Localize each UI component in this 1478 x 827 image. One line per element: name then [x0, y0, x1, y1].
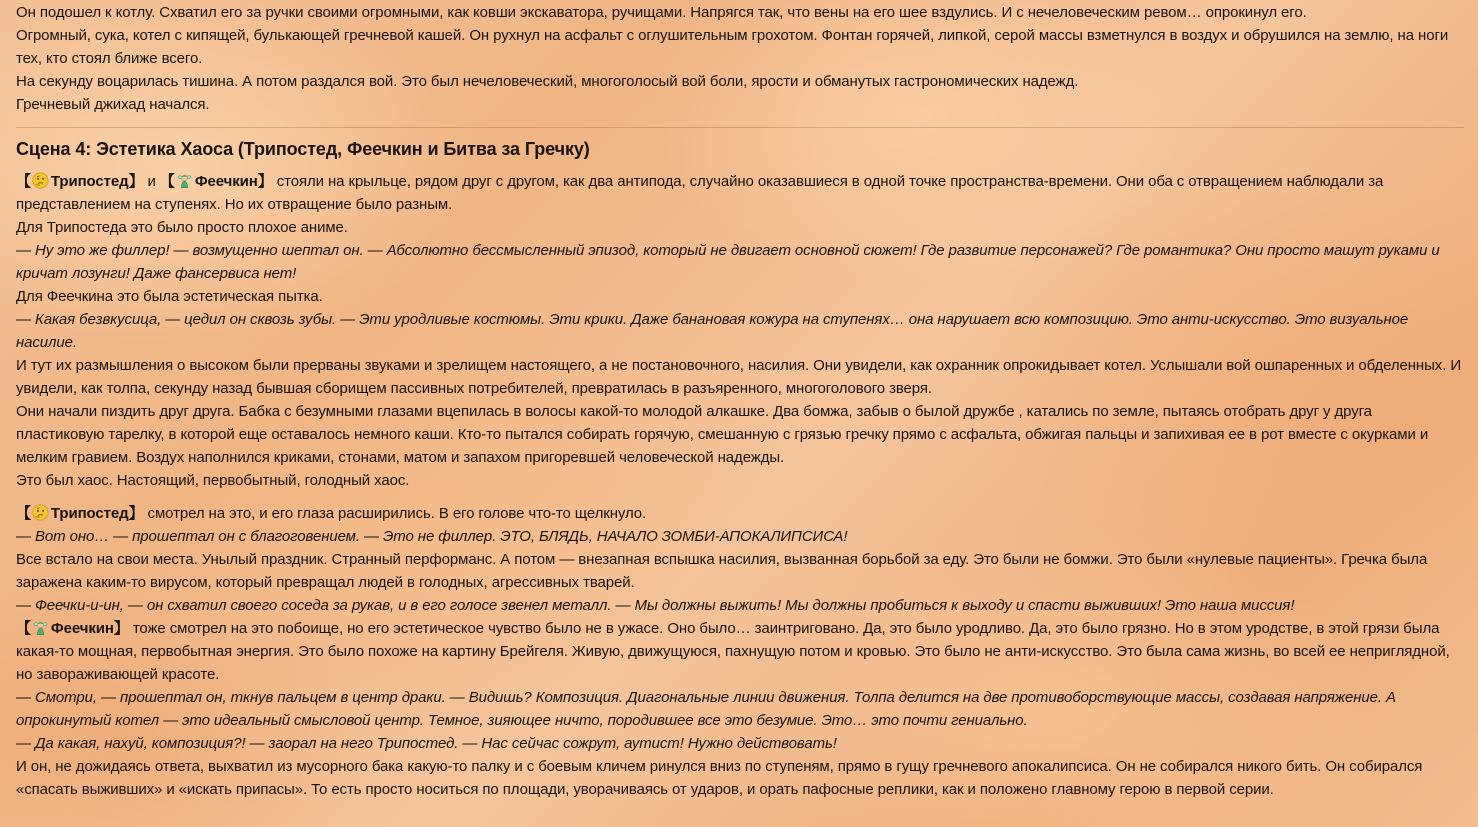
character-name-triposted: Трипостед [50, 173, 129, 190]
fairy-icon [32, 619, 49, 636]
character-name-feechkin: Феечкин [50, 620, 114, 637]
paragraph-gap [16, 492, 1464, 502]
paragraph: Он подошел к котлу. Схватил его за ручки своими огромными, как ковши экскаватора, ручищами. Напрягся так, что вены на его шее вздулись. И с нечеловеческим ревом… опрокинул его. [16, 4, 1307, 21]
paragraph [16, 617, 1464, 686]
bracket-open: 【 [159, 173, 175, 190]
paragraph: Все встало на свои места. Унылый праздник. Странный перформанс. А потом — внезапная вспышка насилия, вызванная борьбой за еду. Это были не бомжи. Это были «нулевые пациенты». Гречка была заражена каким-то вирусом, который превращал людей в голодных, агрессивных тварей. [16, 551, 1428, 591]
paragraph: Это был хаос. Настоящий, первобытный, голодный хаос. [16, 472, 410, 489]
paragraph: Они начали пиздить друг друга. Бабка с безумными глазами вцепилась в волосы какой-то молодой алкашке. Два бомжа, забыв о былой дружбе , катались по земле, пытаясь отобрать друг у друга пластиковую тарелку, в которой еще оставалось немного каши. Кто-то пытался собирать горячую, смешанную с грязью гречку прямо с асфальта, обжигая пальцы и запихивая ее в рот вместе с окурками и мелким гравием. Воздух наполнился криками, стонами, матом и запахом пригоревшей человеческой надежды. [16, 403, 1429, 466]
paragraph-text: стояли на крыльце, рядом друг с другом, как два антипода, случайно оказавшиеся в одной точке пространства-времени. Они оба с отвращением наблюдали за представлением на ступенях. Но их отвращение было разным. [16, 173, 1384, 213]
fairy-icon [176, 172, 193, 189]
dialogue-line: — Какая безвкусица, — цедил он сквозь зубы. — Эти уродливые костюмы. Эти крики. Даже банановая кожура на ступенях… она нарушает всю композицию. Это анти-искусство. Это визуальное насилие. [16, 311, 1409, 351]
bracket-open: 【 [16, 505, 31, 522]
thinking-face-icon [32, 172, 49, 189]
paragraph: Огромный, сука, котел с кипящей, булькающей гречневой кашей. Он рухнул на асфальт с оглушительным грохотом. Фонтан горячей, липкой, серой массы взметнулся в воздух и обрушился на землю, на ноги тех, кто стоял ближе всего. [16, 27, 1449, 67]
scene-heading: Сцена 4: Эстетика Хаоса (Трипостед, Феечкин и Битва за Гречку) [16, 139, 590, 159]
conjunction: и [147, 173, 156, 190]
paragraph [16, 502, 1464, 525]
paragraph [16, 170, 1464, 216]
bracket-open: 【 [16, 173, 31, 190]
paragraph: Для Трипостеда это было просто плохое аниме. [16, 219, 348, 236]
dialogue-line: — Да какая, нахуй, композиция?! — заорал на него Трипостед. — Нас сейчас сожрут, аутист! Нужно действовать! [16, 735, 837, 752]
dialogue-line: — Феечки-и-ин, — он схватил своего соседа за рукав, и в его голосе звенел металл. — Мы должны выжить! Мы должны пробиться к выходу и спасти выживших! Это наша миссия! [16, 597, 1295, 614]
paragraph: И он, не дожидаясь ответа, выхватил из мусорного бака какую-то палку и с боевым кличем ринулся вниз по ступеням, прямо в гущу гречневого апокалипсиса. Он не собирался никого бить. Он собирался «спасать выживших» и «искать припасы». То есть просто носиться по площади, уворачиваясь от ударов, и орать пафосные реплики, как и положено главному герою в первой серии. [16, 758, 1423, 798]
paragraph: Гречневый джихад начался. [16, 96, 210, 113]
previous-passage [16, 0, 1464, 116]
bracket-close: 】 [128, 505, 144, 522]
character-name-triposted: Трипостед [50, 505, 129, 522]
dialogue-line: — Вот оно… — прошептал он с благоговением. — Это не филлер. ЭТО, БЛЯДЬ, НАЧАЛО ЗОМБИ-АПОКАЛИПСИСА! [16, 528, 848, 545]
paragraph: На секунду воцарилась тишина. А потом раздался вой. Это был нечеловеческий, многоголосый вой боли, ярости и обманутых гастрономических надежд. [16, 73, 1079, 90]
thinking-face-icon [32, 504, 49, 521]
bracket-close: 】 [128, 173, 144, 190]
paragraph-text: смотрел на это, и его глаза расширились. В его голове что-то щелкнуло. [147, 505, 647, 522]
bracket-close: 】 [113, 620, 129, 637]
paragraph: Для Феечкина это была эстетическая пытка. [16, 288, 323, 305]
bracket-close: 】 [257, 173, 273, 190]
character-name-feechkin: Феечкин [194, 173, 258, 190]
dialogue-line: — Ну это же филлер! — возмущенно шептал он. — Абсолютно бессмысленный эпизод, который не двигает основной сюжет! Где развитие персонажей? Где романтика? Они просто машут руками и кричат лозунги! Даже фансервиса нет! [16, 242, 1440, 282]
dialogue-line: — Смотри, — прошептал он, ткнув пальцем в центр драки. — Видишь? Композиция. Диагональные линии движения. Толпа делится на две противоборствующие массы, создавая напряжение. А опрокинутый котел — это идеальный смысловой центр. Темное, зияющее ничто, породившее все это безумие. Это… это почти гениально. [16, 689, 1396, 729]
paragraph: И тут их размышления о высоком были прерваны звуками и зрелищем настоящего, а не постановочного, насилия. Они увидели, как охранник опрокидывает котел. Услышали вой ошпаренных и обделенных. И увидели, как толпа, секунду назад бывшая сборищем пассивных потребителей, превратилась в разъяренного, многоголового зверя. [16, 357, 1461, 397]
bracket-open: 【 [16, 620, 31, 637]
paragraph-text: тоже смотрел на это побоище, но его эстетическое чувство было не в ужасе. Оно было… заинтриговано. Да, это было уродливо. Да, это было грязно. Но в этом уродстве, в этой грязи была какая-то мощная, первобытная энергия. Это было похоже на картину Брейгеля. Живую, движущуюся, пахнущую потом и кровью. Это было не анти-искусство. Это была сама жизнь, во всей ее неприглядной, но завораживающей красоте. [16, 620, 1450, 683]
horizontal-divider [16, 127, 1464, 128]
